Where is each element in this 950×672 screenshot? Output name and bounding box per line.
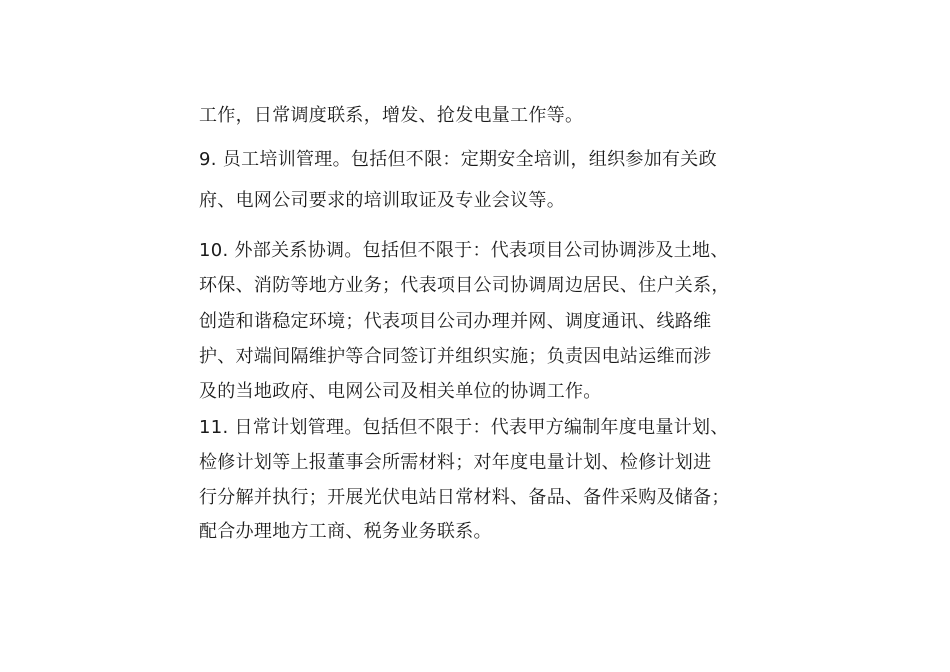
text-line: 及的当地政府、电网公司及相关单位的协调工作。 — [199, 381, 602, 402]
text-line: 护、对端间隔维护等合同签订并组织实施；负责因电站运维而涉 — [199, 346, 712, 367]
text-line: 行分解并执行；开展光伏电站日常材料、备品、备件采购及储备； — [199, 487, 730, 508]
text-line: 工作，日常调度联系，增发、抢发电量工作等。 — [199, 105, 584, 126]
text-line: 府、电网公司要求的培训取证及专业会议等。 — [199, 190, 565, 211]
text-line: 10. 外部关系协调。包括但不限于：代表项目公司协调涉及土地、 — [199, 240, 729, 261]
text-line: 检修计划等上报董事会所需材料；对年度电量计划、检修计划进 — [199, 452, 712, 473]
text-line: 环保、消防等地方业务；代表项目公司协调周边居民、住户关系， — [199, 275, 730, 296]
text-line: 9. 员工培训管理。包括但不限：定期安全培训，组织参加有关政 — [199, 149, 717, 170]
text-line: 配合办理地方工商、税务业务联系。 — [199, 521, 492, 542]
text-line: 创造和谐稳定环境；代表项目公司办理并网、调度通讯、线路维 — [199, 311, 712, 332]
text-line: 11. 日常计划管理。包括但不限于：代表甲方编制年度电量计划、 — [199, 417, 729, 438]
